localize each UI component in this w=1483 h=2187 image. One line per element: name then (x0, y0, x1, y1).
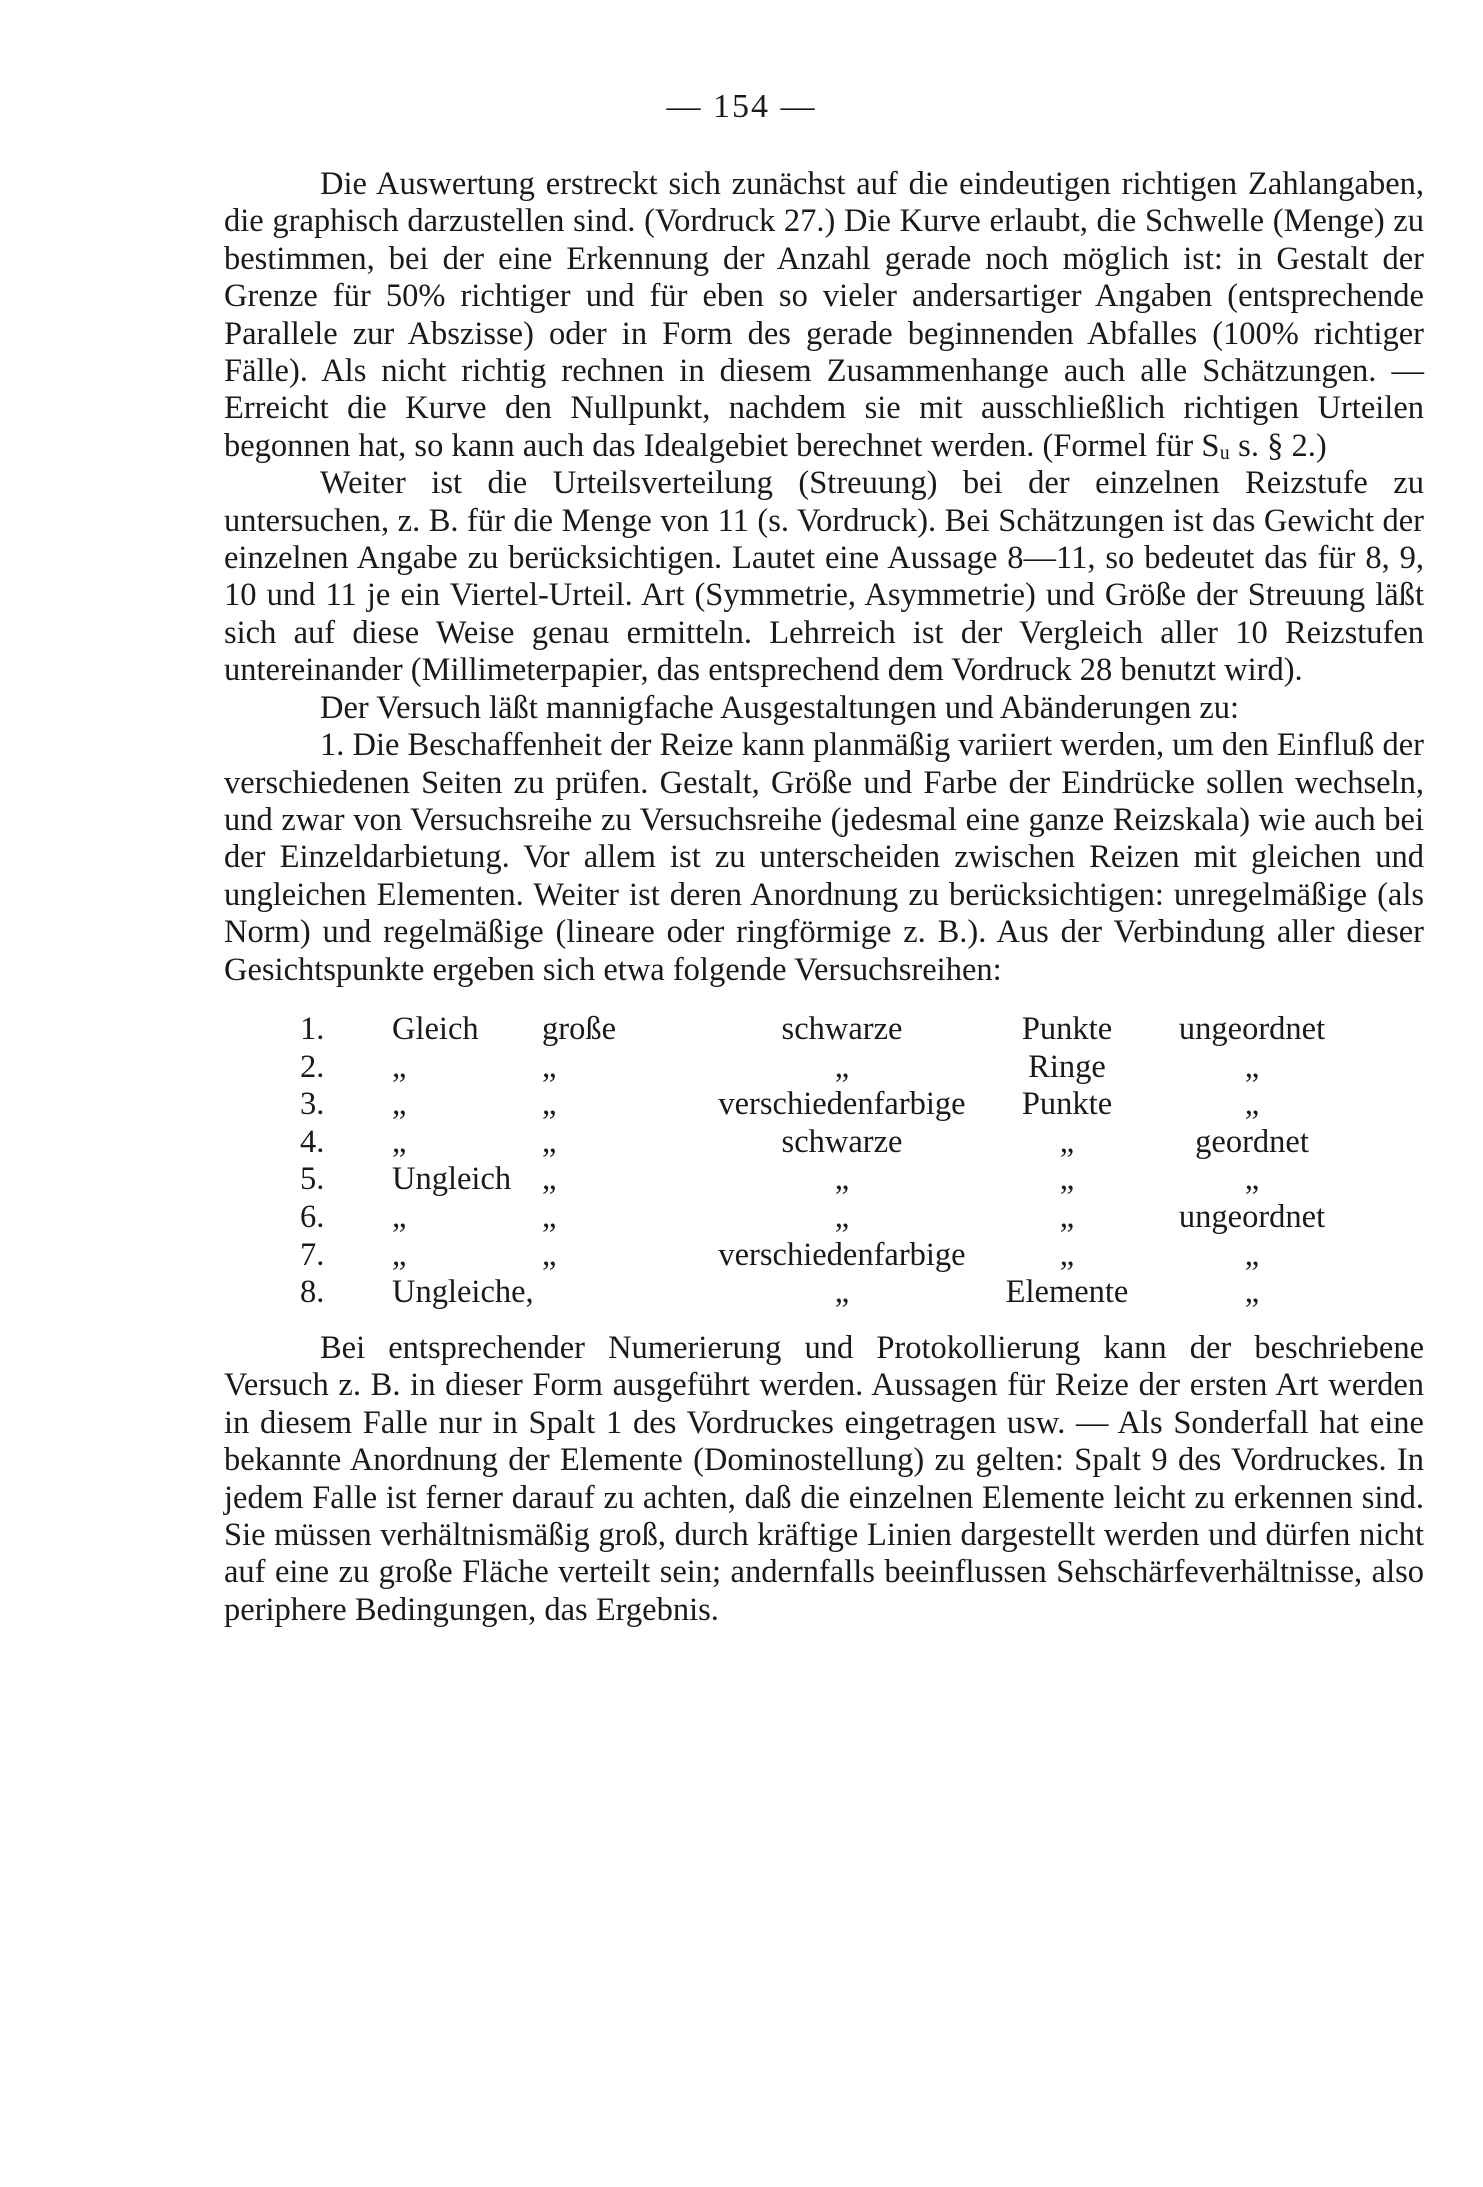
series-color: „ (834, 1161, 850, 1198)
series-shape: Elemente (1005, 1274, 1129, 1311)
experiment-series-table (300, 1011, 1362, 1312)
series-order: „ (1244, 1048, 1260, 1085)
paragraph-variations-intro: Der Versuch läßt mannigfache Ausgestaltungen und Abänderungen zu: (320, 689, 1240, 726)
series-equality: „ (392, 1086, 407, 1123)
series-number: 3. (300, 1086, 325, 1123)
series-shape: „ (1059, 1198, 1075, 1235)
series-size: große (542, 1011, 616, 1047)
paragraph-distribution: Weiter ist die Urteilsverteilung (Streuung) bei der einzelnen Reizstufe zu untersuchen, z. B. für die Menge von 11 (s. Vordruck). Bei Schätzungen ist das Gewicht der einzelnen Angabe zu berücksichtigen. Lautet eine Aussage 8—11, so bedeutet das für 8, 9, 10 und 11 je ein Viertel-Urteil. Art (Symmetrie, Asymmetrie) und Größe der Streuung läßt sich auf diese Weise genau ermitteln. Lehrreich ist der Vergleich aller 10 Reizstufen untereinander (Millimeterpapier, das entsprechend dem Vordruck 28 benutzt wird). (224, 465, 1424, 689)
series-number: 4. (300, 1123, 325, 1160)
series-size: „ (542, 1086, 557, 1123)
series-shape: Punkte (1021, 1086, 1113, 1123)
series-shape: Ringe (1028, 1048, 1106, 1085)
paragraph-evaluation: Die Auswertung erstreckt sich zunächst auf die eindeutigen richtigen Zahlangaben, die graphisch darzustellen sind. (Vordruck 27.) Die Kurve erlaubt, die Schwelle (Menge) zu bestimmen, bei der eine Erkennung der Anzahl gerade noch möglich ist: in Gestalt der Grenze für 50% richtiger und für eben so vieler andersartiger Angaben (entsprechende Parallele zur Abszisse) oder in Form des gerade beginnenden Abfalles (100% richtiger Fälle). Als nicht richtig rechnen in diesem Zusammenhange auch alle Schätzungen. — Erreicht die Kurve den Nullpunkt, nachdem sie mit ausschließlich richtigen Urteilen begonnen hat, so kann auch das Idealgebiet berechnet werden. (Formel für Sᵤ s. § 2.) (224, 166, 1424, 464)
series-order: ungeordnet (1178, 1011, 1326, 1047)
series-order: geordnet (1195, 1123, 1309, 1160)
series-shape: „ (1059, 1123, 1075, 1160)
paragraph-stimulus-variation: 1. Die Beschaffenheit der Reize kann planmäßig variiert werden, um den Einfluß der verschiedenen Seiten zu prüfen. Gestalt, Größe und Farbe der Eindrücke sollen wechseln, und zwar von Versuchsreihe zu Versuchsreihe (jedesmal eine ganze Reizskala) wie auch bei der Einzeldarbietung. Vor allem ist zu unterscheiden zwischen Reizen mit gleichen und ungleichen Elementen. Weiter ist deren Anordnung zu berücksichtigen: unregelmäßige (als Norm) und regelmäßige (lineare oder ringförmige z. B.). Aus der Verbindung aller dieser Gesichtspunkte ergeben sich etwa folgende Versuchsreihen: (224, 727, 1425, 988)
series-color: „ (834, 1198, 850, 1235)
series-order: „ (1244, 1086, 1260, 1123)
table-row (300, 1199, 1362, 1237)
series-size: „ (542, 1198, 557, 1235)
series-number: 1. (300, 1011, 325, 1047)
series-number: 6. (300, 1198, 325, 1235)
series-number: 8. (300, 1274, 325, 1311)
series-size: „ (542, 1161, 557, 1198)
series-color: verschiedenfarbige (718, 1236, 966, 1273)
table-row (300, 1161, 1362, 1199)
series-equality: „ (392, 1123, 407, 1160)
body-text-bottom (224, 1330, 1424, 1629)
series-shape: „ (1059, 1161, 1075, 1198)
series-number: 7. (300, 1236, 325, 1273)
series-color: schwarze (781, 1011, 903, 1047)
series-equality: „ (392, 1236, 407, 1273)
series-shape: Punkte (1021, 1011, 1113, 1047)
table-row (300, 1124, 1362, 1162)
paragraph-procedure: Bei entsprechender Numerierung und Protokollierung kann der beschriebene Versuch z. B. in dieser Form ausgeführt werden. Aussagen für Reize der ersten Art werden in diesem Falle nur in Spalt 1 des Vordruckes eingetragen usw. — Als Sonderfall hat eine bekannte Anordnung der Elemente (Dominostellung) zu gelten: Spalt 9 des Vordruckes. In jedem Falle ist ferner darauf zu achten, daß die einzelnen Elemente leicht zu erkennen sind. Sie müssen verhältnismäßig groß, durch kräftige Linien dargestellt werden und dürfen nicht auf eine zu große Fläche verteilt sein; andernfalls beeinflussen Sehschärfeverhältnisse, also periphere Bedingungen, das Ergebnis. (224, 1330, 1424, 1628)
table-row (300, 1049, 1362, 1087)
series-size (542, 1274, 692, 1312)
series-order: ungeordnet (1178, 1198, 1326, 1235)
series-number: 5. (300, 1161, 325, 1198)
page-number: — 154 — (666, 88, 817, 125)
series-number: 2. (300, 1048, 325, 1085)
series-shape: „ (1059, 1236, 1075, 1273)
series-equality: „ (392, 1198, 407, 1235)
series-size: „ (542, 1048, 557, 1085)
series-equality: Ungleiche, (392, 1274, 534, 1311)
series-equality: Gleich (392, 1011, 479, 1047)
series-order: „ (1244, 1274, 1260, 1311)
series-equality: Ungleich (392, 1161, 512, 1198)
table-row (300, 1011, 1362, 1049)
series-color: schwarze (781, 1123, 903, 1160)
series-color: „ (834, 1274, 850, 1311)
series-color: verschiedenfarbige (718, 1086, 966, 1123)
series-order: „ (1244, 1236, 1260, 1273)
series-size: „ (542, 1236, 557, 1273)
table-row (300, 1274, 1362, 1312)
body-text-top (224, 166, 1424, 989)
series-order: „ (1244, 1161, 1260, 1198)
series-equality: „ (392, 1048, 407, 1085)
table-row (300, 1086, 1362, 1124)
table-row (300, 1237, 1362, 1275)
series-color: „ (834, 1048, 850, 1085)
series-size: „ (542, 1123, 557, 1160)
